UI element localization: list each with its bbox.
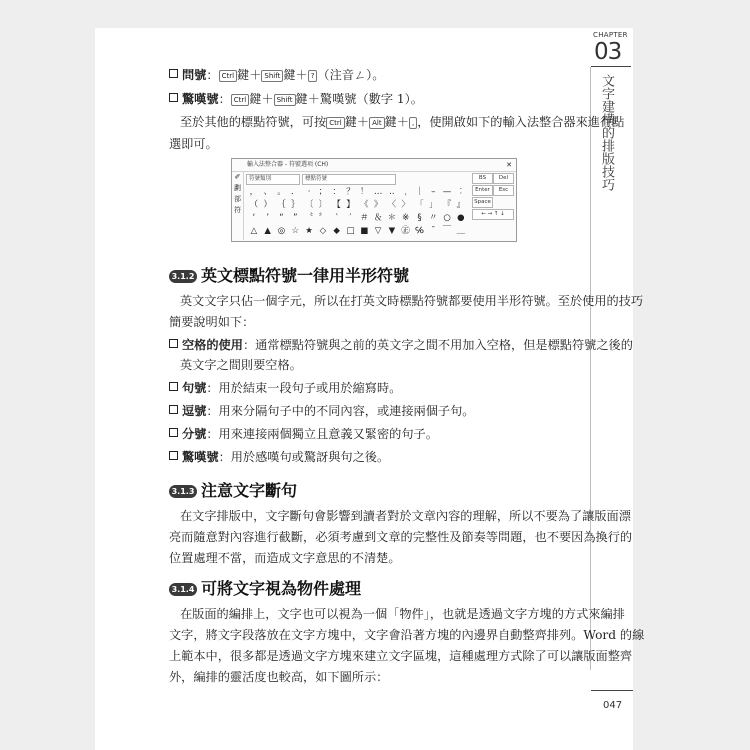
symbol-cell: ＆ [373, 213, 383, 223]
symbol-cell: ◇ [319, 226, 327, 236]
bullet-text: 鍵＋ [237, 68, 262, 82]
symbol-cell: ‘ [252, 213, 256, 223]
bullet-term: 分號 [182, 427, 207, 441]
paragraph-line: 簡要說明如下： [169, 315, 255, 329]
side-tab-stroke: 劃 [234, 184, 241, 192]
page-number: 047 [603, 700, 623, 711]
bullet-box [169, 428, 178, 437]
symbol-row [247, 186, 469, 199]
bullet-text: ：用來分隔句子中的不同內容，或連接兩個子句。 [206, 404, 475, 418]
punctuation-dropdown: 標點符號 [302, 174, 396, 185]
ime-side-toolbar [232, 172, 244, 240]
bullet-box [169, 382, 178, 391]
bullet-period [169, 379, 401, 396]
bullet-term: 驚嘆號 [182, 92, 219, 106]
symbol-cell: 《 [360, 200, 369, 210]
bullet-term: 句號 [182, 381, 207, 395]
section-heading-313 [169, 478, 297, 501]
symbol-cell: ？ [346, 187, 355, 197]
symbol-row [247, 199, 469, 212]
symbol-cell: ‵ [335, 213, 338, 223]
symbol-cell: 』 [456, 200, 466, 210]
symbol-cell: 、 [263, 187, 272, 197]
bullet-box [169, 405, 178, 414]
close-icon: ✕ [506, 161, 512, 169]
chapter-divider [590, 67, 591, 670]
bullet-continuation: 英文字之間則要空格。 [180, 358, 302, 372]
symbol-cell: 〞 [318, 213, 328, 223]
paragraph-line: 外，編排的靈活度也較高，如下圖所示： [169, 670, 389, 684]
symbol-cell: 〝 [304, 213, 314, 223]
symbol-cell: △ [250, 226, 258, 236]
paragraph-line: 在版面的編排上，文字也可以視為一個「物件」，也就是透過文字方塊的方式來編排 [180, 607, 625, 621]
symbol-cell: 」 [429, 200, 438, 210]
symbol-grid [247, 186, 469, 238]
bullet-sep: ： [218, 92, 231, 106]
section-heading-314 [169, 576, 361, 599]
symbol-cell: “ [279, 213, 284, 223]
paragraph-line: 上範本中，很多都是透過文字方塊來建立文字區塊，這種處理方式除了可以讓版面整齊 [169, 649, 633, 663]
symbol-cell: （ [249, 200, 259, 210]
symbol-cell: 】 [346, 200, 355, 210]
symbol-cell: 〈 [387, 200, 397, 210]
bullet-exclamation-mark [169, 90, 423, 107]
arrow-keys: ← → ↑ ↓ [472, 209, 514, 220]
symbol-cell: 》 [373, 200, 383, 210]
symbol-cell: ※ [402, 213, 410, 223]
symbol-cell: □ [346, 226, 355, 236]
key-ctrl: Ctrl [219, 70, 237, 82]
symbol-cell: ▲ [264, 226, 271, 236]
paragraph-line: 位置處理不當，而造成文字意思的不清楚。 [169, 551, 401, 565]
symbol-cell: ， [249, 187, 259, 197]
bullet-term: 空格的使用 [182, 338, 243, 352]
bullet-term: 逗號 [182, 404, 207, 418]
paragraph-line: 亮而隨意對內容進行截斷，必須考慮到文章的完整性及節奏等問題，也不要因為換行的 [169, 530, 633, 544]
bullet-box [169, 451, 178, 460]
symbol-cell: ’ [266, 213, 270, 223]
symbol-cell: ． [291, 187, 300, 197]
key-shift: Shift [261, 70, 283, 82]
symbol-cell: ｛ [277, 200, 286, 210]
symbol-cell: 〕 [318, 200, 328, 210]
section-title: 注意文字斷句 [201, 481, 298, 500]
symbol-cell: 〉 [401, 200, 410, 210]
section-badge: 3.1.2 [169, 270, 197, 283]
section-badge: 3.1.4 [169, 583, 197, 596]
symbol-cell: ★ [305, 226, 313, 236]
key-question: ? [308, 70, 318, 82]
symbol-category-dropdown: 符號類別 [246, 174, 300, 185]
bullet-term: 驚嘆號 [182, 450, 219, 464]
symbol-cell: 〔 [304, 200, 314, 210]
chapter-title: 文字建構的排版技巧 [599, 74, 614, 191]
symbol-cell: ☆ [291, 226, 300, 236]
section-heading-312 [169, 263, 409, 286]
symbol-cell: ｜ [415, 187, 424, 197]
bullet-comma [169, 402, 475, 419]
ime-title: 輸入法整合器 - 符號選項 (CH) [247, 161, 329, 168]
symbol-cell: … [373, 187, 383, 197]
section-title: 可將文字視為物件處理 [201, 579, 362, 598]
symbol-cell: ‥ [389, 187, 395, 197]
bullet-semicolon [169, 425, 438, 442]
symbol-cell: ！ [360, 187, 369, 197]
symbol-cell: 。 [277, 187, 286, 197]
symbol-cell: ¯ [431, 226, 436, 236]
pen-icon: ✐ [234, 173, 241, 181]
symbol-cell: ￣ [442, 226, 452, 236]
intro-line-1 [180, 113, 624, 130]
bullet-space-usage [169, 336, 633, 353]
symbol-cell: ● [457, 213, 465, 223]
chapter-rule [591, 66, 631, 67]
bullet-text: ：用來連接兩個獨立且意義又緊密的句子。 [206, 427, 438, 441]
section-badge: 3.1.3 [169, 485, 197, 498]
symbol-cell: ＃ [360, 213, 369, 223]
bullet-term: 問號 [182, 68, 207, 82]
symbol-cell: ｝ [291, 200, 300, 210]
symbol-cell: ‧ [307, 187, 311, 197]
symbol-row [247, 212, 469, 225]
symbol-cell: ○ [443, 213, 451, 223]
paragraph-line: 英文文字只佔一個字元，所以在打英文時標點符號都要使用半形符號。至於使用的技巧 [180, 294, 644, 308]
section-title: 英文標點符號一律用半形符號 [201, 266, 410, 285]
bullet-text: ：用於結束一段句子或用於縮寫時。 [206, 381, 402, 395]
symbol-cell: ▼ [388, 226, 396, 236]
chapter-label: CHAPTER [593, 31, 628, 39]
space-key: Space [472, 197, 493, 208]
bullet-box [169, 93, 178, 102]
key-ctrl: Ctrl [231, 94, 249, 106]
bullet-sep: ： [206, 68, 219, 82]
symbol-cell: ＿ [456, 226, 466, 236]
intro-line-2: 選即可。 [169, 137, 218, 151]
symbol-cell: – [431, 187, 436, 197]
symbol-row [247, 225, 469, 238]
ime-titlebar [232, 159, 516, 172]
bullet-text: ：通常標點符號與之前的英文字之間不用加入空格，但是標點符號之後的 [242, 338, 633, 352]
esc-key: Esc [493, 185, 514, 196]
bs-key: BS [472, 173, 493, 184]
symbol-cell: 【 [332, 200, 341, 210]
side-tab-radical: 部 [234, 195, 241, 203]
key-shift: Shift [274, 94, 296, 106]
bullet-text: 鍵＋ [249, 92, 274, 106]
symbol-cell: ℅ [415, 226, 424, 236]
ime-symbol-window-screenshot [231, 158, 517, 242]
symbol-cell: 『 [442, 200, 452, 210]
symbol-cell: ㊣ [401, 226, 410, 236]
bullet-exclamation [169, 448, 389, 465]
symbol-cell: ■ [360, 226, 369, 236]
symbol-cell: 「 [415, 200, 424, 210]
intro-text: ，使開啟如下的輸入法整合器來進行點 [417, 115, 625, 129]
intro-text: 鍵＋ [344, 115, 370, 129]
bullet-text: 鍵＋ [283, 68, 308, 82]
bullet-text: 鍵＋驚嘆號（數字 1）。 [295, 92, 423, 106]
symbol-cell: ＊ [387, 213, 397, 223]
bullet-text: ：用於感嘆句或驚訝與句之後。 [218, 450, 390, 464]
symbol-cell: ） [263, 200, 272, 210]
bullet-text: （注音ㄥ）。 [317, 68, 385, 82]
symbol-cell: — [442, 187, 452, 197]
del-key: Del [493, 173, 514, 184]
symbol-cell: ◆ [333, 226, 340, 236]
key-ctrl: Ctrl [326, 117, 344, 129]
intro-text: 鍵＋ [384, 115, 409, 129]
symbol-cell: ▽ [374, 226, 382, 236]
symbol-cell: 〃 [429, 213, 438, 223]
bullet-question-mark [169, 66, 384, 83]
symbol-cell: ﹐ [401, 187, 410, 197]
bullet-box [169, 69, 178, 78]
key-comma: , [409, 117, 417, 129]
symbol-cell: ′ [349, 213, 352, 223]
paragraph-line: 在文字排版中，文字斷句會影響到讀者對於文章內容的理解，所以不要為了讓版面漂 [180, 509, 631, 523]
intro-text: 至於其他的標點符號，可按 [180, 115, 327, 129]
paragraph-line: 文字，將文字段落放在文字方塊中，文字會沿著方塊的內邊界自動整齊排列。Word 的線 [169, 628, 645, 642]
key-alt: Alt [369, 117, 384, 129]
bullet-box [169, 339, 178, 348]
chapter-number: 03 [594, 39, 622, 65]
enter-key: Enter [472, 185, 493, 196]
side-tab-symbol: 符 [234, 206, 241, 214]
symbol-cell: ； [318, 187, 328, 197]
symbol-cell: ◎ [277, 226, 286, 236]
symbol-cell: ︰ [456, 187, 466, 197]
symbol-cell: § [417, 213, 422, 223]
symbol-cell: ” [293, 213, 298, 223]
symbol-cell: ： [332, 187, 341, 197]
